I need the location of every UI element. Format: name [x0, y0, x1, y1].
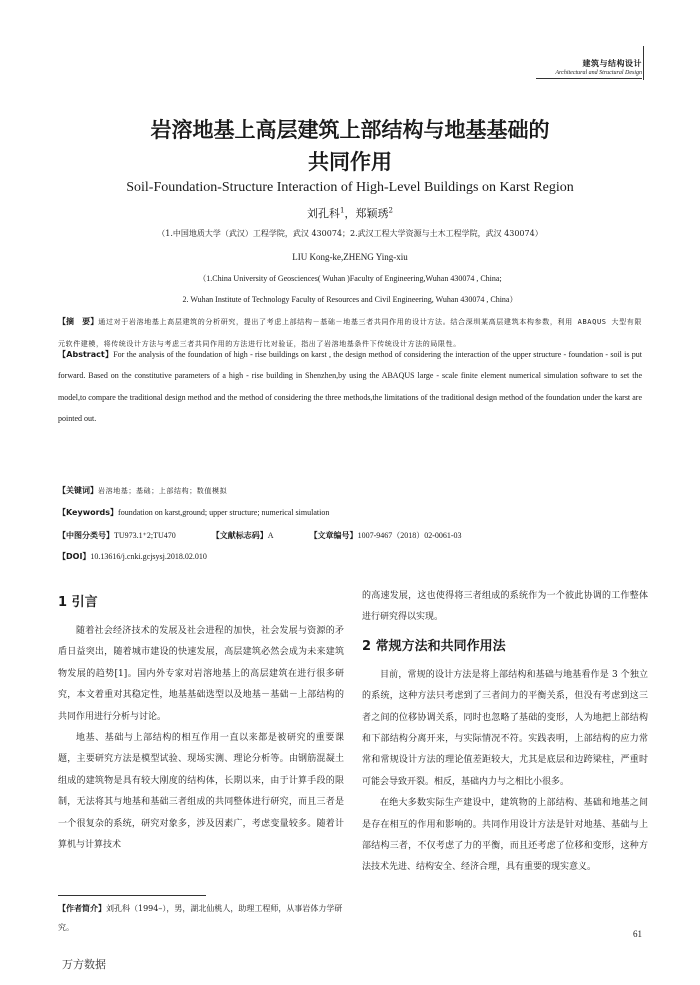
section-2-heading: 2 常规方法和共同作用法: [362, 638, 506, 654]
affiliation-en-1: （1.China University of Geosciences( Wuhan )Faculty of Engineering,Wuhan 430074 , China;: [198, 274, 502, 283]
abstract-cn-label: 【摘 要】: [58, 317, 99, 326]
affiliation-en-2: 2. Wuhan Institute of Technology Faculty of Resources and Civil Engineering, Wuhan 430074 , China）: [182, 295, 518, 304]
keywords-en-label: 【Keywords】: [58, 508, 119, 517]
doc-code-label: 【文献标志码】: [211, 531, 268, 540]
authors-cn: [0, 205, 700, 221]
abstract-en: [58, 344, 642, 429]
abstract-en-text: For the analysis of the foundation of high - rise buildings on karst , the design method of considering the interaction of the upper structure - foundation - soil is put forward. Based on the constitutive parameters of a high - rise building in Shenzhen,by using the ABAQUS large - scale finite element numerical simulation software to set the model,to compare the traditional design method and the method of considering the three methods,the limitations of the traditional design method of the foundation under the karst are pointed out.: [58, 350, 642, 423]
section-1-para-continued: 的高速发展，这也使得将三者组成的系统作为一个彼此协调的工作整体进行研究得以实现。: [362, 591, 648, 623]
author-1-affil: 1: [340, 206, 345, 215]
section-1-para-2: 地基、基础与上部结构的相互作用一直以来都是被研究的重要课题，主要研究方法是模型试验、现场实测、理论分析等。由钢筋混凝土组成的建筑物是具有较大刚度的结构体，长期以来，由于计算手段的限制，无法将其与地基和基础三者组成的共同整体进行研究，而且三者是一个很复杂的系统，研究对象多，涉及因素广，考虑变量较多。随着计算机与计算技术: [58, 733, 344, 851]
doi-line: [58, 546, 642, 567]
right-column: [362, 586, 648, 879]
journal-name-cn: 建筑与结构设计: [582, 59, 642, 68]
section-1-para-1: 随着社会经济技术的发展及社会进程的加快，社会发展与资源的矛盾日益突出，随着城市建设的快速发展，高层建筑必然会成为未来建筑物发展的趋势[1]。国内外专家对岩溶地基上的高层建筑在进行很多研究，本文着重对其稳定性，地基基础选型以及地基－基础－上部结构的共同作用进行分析与讨论。: [58, 626, 344, 722]
author-2: 郑颖琇: [355, 207, 389, 220]
title-cn-line1: 岩溶地基上高层建筑上部结构与地基基础的: [150, 118, 550, 142]
keywords-cn: [58, 480, 642, 502]
doc-code-value: A: [267, 531, 274, 540]
abstract-cn-text: 通过对于岩溶地基上高层建筑的分析研究，提出了考虑上部结构－基础－地基三者共同作用的设计方法。结合深圳某高层建筑本构参数，利用 ABAQUS 大型有限元软件建模，将传统设计方法与考虑三者共同作用的方法进行比对验证，指出了岩溶地基条件下传统设计方法的局限性。: [58, 318, 642, 349]
article-no-value: 1007-9467（2018）02-0061-03: [357, 531, 462, 540]
section-2-para-1: 目前，常规的设计方法是将上部结构和基础与地基看作是 3 个独立的系统，这种方法只考虑到了三者间力的平衡关系，但没有考虑到这三者之间的位移协调关系，同时也忽略了基础的变形，人为地把上部结构和下部结构分离开来，与实际情况不符。实践表明，上部结构的应力常常和常规设计方法的理论值差距较大，尤其是底层和边跨梁柱，严重时可能会导致开裂。相反，基础内力与之相比小很多。: [362, 669, 648, 787]
classification-line: [58, 525, 642, 546]
clc-label: 【中图分类号】: [58, 531, 114, 540]
journal-header: [555, 58, 642, 76]
doc-code-item: [212, 531, 274, 540]
doi-label: 【DOI】: [58, 552, 91, 561]
doi-value[interactable]: 10.13616/j.cnki.gcjsysj.2018.02.010: [90, 552, 207, 561]
section-2-para-2: 在绝大多数实际生产建设中，建筑物的上部结构、基础和地基之间是存在相互的作用和影响的。共同作用设计方法是针对地基、基础与上部结构三者，不仅考虑了力的平衡，而且还考虑了位移和变形，这种方法技术先进、结构安全、经济合理，具有重要的现实意义。: [362, 798, 648, 873]
footnote-rule: [58, 895, 206, 896]
article-no-item: [310, 531, 462, 540]
keywords-en-text: foundation on karst,ground; upper structure; numerical simulation: [118, 508, 330, 517]
author-sep: ，: [344, 207, 356, 220]
journal-name-en: Architectural and Structural Design: [555, 70, 642, 76]
left-column: [58, 588, 344, 856]
affiliation-cn: （1.中国地质大学（武汉）工程学院，武汉 430074；2.武汉工程大学资源与土木工程学院，武汉 430074）: [157, 229, 543, 238]
keywords-cn-label: 【关键词】: [58, 486, 98, 495]
paper-title-en: Soil-Foundation-Structure Interaction of High-Level Buildings on Karst Region: [126, 180, 574, 195]
title-cn-line2: 共同作用: [308, 150, 392, 174]
author-2-affil: 2: [388, 206, 393, 215]
clc-item: [58, 531, 176, 540]
author-footnote: [58, 899, 344, 937]
page-number: 61: [633, 929, 642, 939]
header-vertical-rule: [643, 46, 644, 80]
article-no-label: 【文章编号】: [309, 531, 358, 540]
abstract-en-label: 【Abstract】: [58, 350, 114, 359]
authors-en: LIU Kong-ke,ZHENG Ying-xiu: [292, 252, 408, 262]
watermark-text: 万方数据: [62, 958, 106, 971]
section-1-heading: 1 引言: [58, 595, 98, 610]
footnote-text: 刘孔科（1994–），男，湖北仙桃人，助理工程师，从事岩体力学研究。: [58, 904, 343, 932]
keywords-cn-text: 岩溶地基；基础；上部结构；数值模拟: [98, 487, 228, 495]
header-rule: [536, 78, 642, 79]
clc-value: TU973.1⁺2;TU470: [114, 531, 176, 540]
author-1: 刘孔科: [307, 207, 341, 220]
footnote-label: 【作者简介】: [58, 904, 106, 913]
keywords-en: [58, 502, 642, 523]
paper-title-cn: [0, 114, 700, 178]
